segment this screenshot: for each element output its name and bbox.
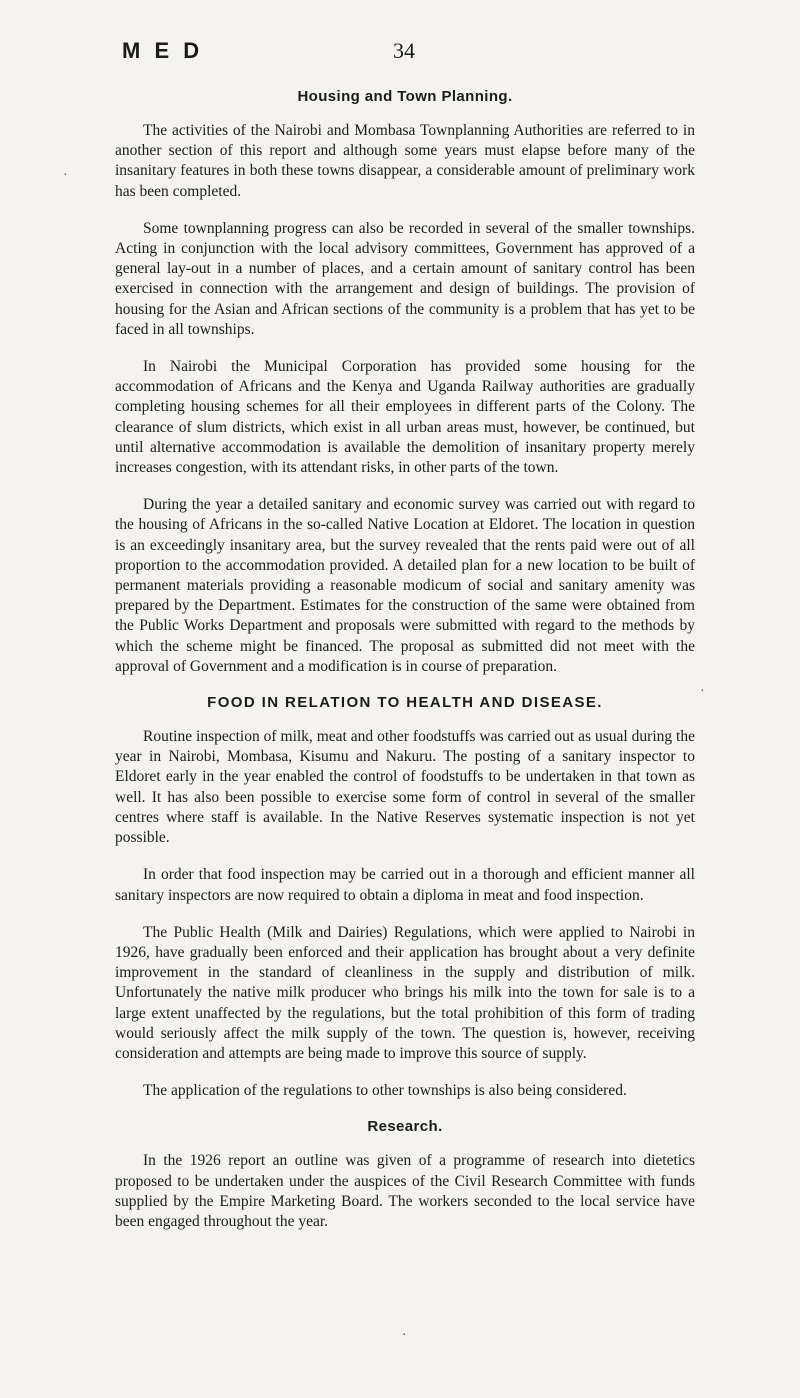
section-heading: FOOD IN RELATION TO HEALTH AND DISEASE. [207,694,603,712]
running-head [122,38,697,68]
section-housing-town-planning [115,88,695,677]
margin-speck: · [700,684,705,699]
paragraph: In Nairobi the Municipal Corporation has provided some housing for the accommodation of Africans and the Kenya and Uganda Railway authorities are gradually completing housing schemes for all their employees in different parts of the Colony. The clearance of slum districts, which exist in all urban areas must, however, be continued, but until alternative accommodation is available the demolition of insanitary property merely increases congestion, with its attendant risks, in other parts of the town. [115,358,695,477]
paragraph: The application of the regulations to other townships is also being considered. [143,1082,627,1100]
margin-speck: · [63,168,68,183]
report-body [115,88,695,1249]
paragraph: Some townplanning progress can also be recorded in several of the smaller townships. Acting in conjunction with the local advisory committees, Government has approved of a general lay-out in a number of places, and a certain amount of sanitary control has been exercised in connection with the arrangement and design of buildings. The provision of housing for the Asian and African sections of the community is a problem that has yet to be faced in all townships. [115,219,695,338]
paragraph: In the 1926 report an outline was given of a programme of research into dietetics proposed to be undertaken under the auspices of the Civil Research Committee with funds supplied by the Empire Marketing Board. The workers seconded to the local service have been engaged throughout the year. [115,1152,695,1230]
department-abbreviation: M E D [122,38,204,63]
section-heading: Research. [367,1118,443,1136]
page-number: 34 [393,38,415,63]
paragraph: The activities of the Nairobi and Mombasa Townplanning Authorities are referred to in another section of this report and although some years must elapse before many of the insanitary features in both these towns disappear, a considerable amount of preliminary work has been completed. [115,122,695,200]
section-heading: Housing and Town Planning. [297,88,513,105]
section-research [115,1118,695,1232]
paragraph: The Public Health (Milk and Dairies) Regulations, which were applied to Nairobi in 1926, have gradually been enforced and their application has brought about a very definite improvement in the standard of cleanliness in the supply and distribution of milk. Unfortunately the native milk producer who brings his milk into the town for sale is to a large extent unaffected by the regulations, but the total prohibition of this form of trading would seriously affect the milk supply of the town. The question is, however, receiving consideration and attempts are being made to improve this source of supply. [115,923,695,1062]
section-food-health-disease [115,694,695,1101]
paragraph: During the year a detailed sanitary and economic survey was carried out with regard to the housing of Africans in the so-called Native Location at Eldoret. The location in question is an exceedingly insanitary area, but the survey revealed that the rents paid were out of all proportion to the accommodation provided. A detailed plan for a new location to be built of permanent materials providing a reasonable modicum of social and sanitary amenity was prepared by the Department. Estimates for the construction of the same were obtained from the Public Works Department and proposals were submitted with regard to the methods by which the scheme might be financed. The proposal as submitted did not meet with the approval of Government and a modification is in course of preparation. [115,496,695,675]
paragraph: In order that food inspection may be carried out in a thorough and efficient manner all sanitary inspectors are now required to obtain a diploma in meat and food inspection. [115,866,695,904]
footer-speck: · [402,1328,407,1343]
paragraph: Routine inspection of milk, meat and other foodstuffs was carried out as usual during the year in Nairobi, Mombasa, Kisumu and Nakuru. The posting of a sanitary inspector to Eldoret early in the year enabled the control of foodstuffs to be undertaken in that town as well. It has also been possible to exercise some form of control in several of the smaller centres where staff is available. In the Native Reserves systematic inspection is not yet possible. [115,728,695,847]
